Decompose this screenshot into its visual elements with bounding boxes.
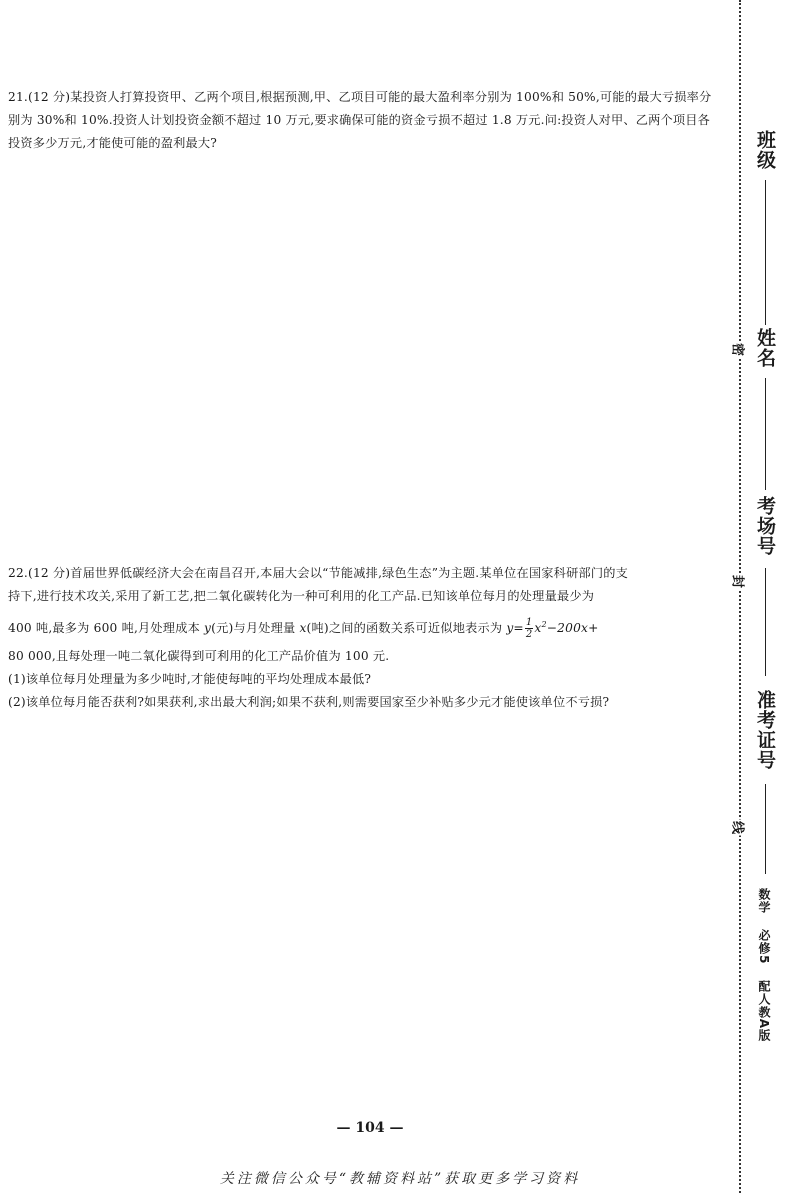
name-blank-line bbox=[765, 378, 766, 490]
question-22-sub-2: (2)该单位每月能否获利?如果获利,求出最大利润;如果不获利,则需要国家至少补贴多少元才能使该单位不亏损? bbox=[8, 695, 610, 710]
fraction bbox=[525, 617, 534, 640]
question-22-line-1 bbox=[8, 562, 720, 585]
question-22-intro: 首届世界低碳经济大会在南昌召开,本届大会以“节能减排,绿色生态”为主题.某单位在国家科研部门的支 bbox=[70, 566, 629, 580]
page-number: — 104 — bbox=[336, 1120, 404, 1136]
question-22-line-3 bbox=[8, 608, 720, 645]
question-21-score: (12 分) bbox=[27, 90, 71, 104]
formula-exponent: 2 bbox=[541, 620, 547, 629]
ticket-field bbox=[752, 690, 782, 770]
close-mark: 封 bbox=[730, 574, 749, 590]
class-field bbox=[752, 130, 782, 170]
fraction-denominator: 2 bbox=[525, 629, 533, 641]
question-21-number: 21. bbox=[8, 90, 28, 104]
binding-dotted-line bbox=[739, 0, 741, 1193]
class-blank-line bbox=[765, 180, 766, 325]
question-22-line-2: 持下,进行技术攻关,采用了新工艺,把二氧化碳转化为一种可利用的化工产品.已知该单位每月的处理量最少为 bbox=[8, 589, 595, 603]
variable-x: x bbox=[299, 621, 307, 636]
ticket-label: 准考证号 bbox=[754, 690, 776, 770]
question-22 bbox=[8, 562, 720, 714]
ticket-blank-line bbox=[765, 784, 766, 874]
question-22-text-unit-y: (元)与月处理量 bbox=[211, 621, 300, 636]
question-22-sub-1: (1)该单位每月处理量为多少吨时,才能使每吨的平均处理成本最低? bbox=[8, 672, 372, 687]
book-info: 数学 必修5 配人教A版 bbox=[757, 888, 771, 1042]
seal-mark: 密 bbox=[730, 342, 749, 358]
fraction-numerator: 1 bbox=[525, 617, 533, 629]
name-field bbox=[752, 328, 782, 368]
variable-y: y bbox=[204, 621, 212, 636]
question-21-text: 某投资人打算投资甲、乙两个项目,根据预测,甲、乙项目可能的最大盈利率分别为 100%和 50%,可能的最大亏损率分别为 30%和 10%.投资人计划投资金额不超过 10 万元,要求确保可能的资金亏损不超过 1.8 万元.问:投资人对甲、乙两个项目各投资多少万元,才能使可能的盈利最大? bbox=[8, 90, 712, 150]
question-22-text-unit-x: (吨)之间的函数关系可近似地表示为 bbox=[306, 621, 507, 636]
question-22-text-range: 400 吨,最多为 600 吨,月处理成本 bbox=[8, 621, 205, 636]
formula-x: x bbox=[534, 621, 542, 636]
formula-rest: −200x+ bbox=[546, 621, 599, 636]
question-22-number: 22. bbox=[8, 566, 28, 580]
footer-note: 关注微信公众号“教辅资料站”获取更多学习资料 bbox=[219, 1171, 581, 1187]
room-blank-line bbox=[765, 568, 766, 676]
formula bbox=[506, 617, 599, 641]
name-label: 姓名 bbox=[754, 328, 776, 368]
line-mark: 线 bbox=[730, 820, 749, 836]
formula-lhs: y= bbox=[506, 621, 524, 636]
question-21 bbox=[8, 86, 720, 155]
question-22-score: (12 分) bbox=[27, 566, 71, 580]
class-label: 班级 bbox=[754, 130, 776, 170]
room-label: 考场号 bbox=[754, 496, 776, 556]
room-field bbox=[752, 496, 782, 556]
question-22-line-4: 80 000,且每处理一吨二氧化碳得到可利用的化工产品价值为 100 元. bbox=[8, 649, 390, 664]
